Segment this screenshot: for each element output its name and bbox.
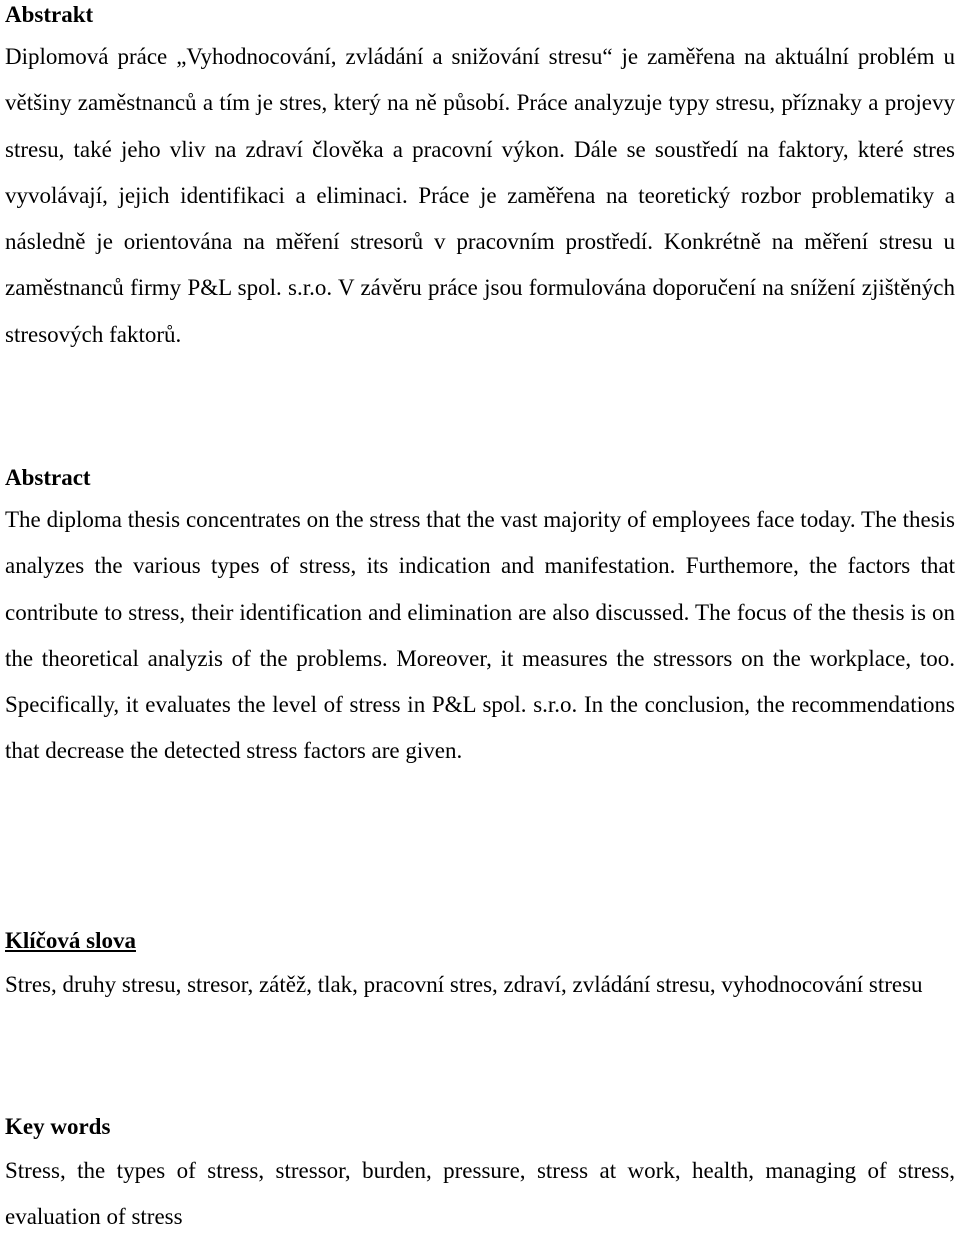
key-words-paragraph: Stress, the types of stress, stressor, burden, pressure, stress at work, health, managing of stress, evaluation of stress xyxy=(5,1158,955,1230)
klicova-slova-heading: Klíčová slova xyxy=(5,928,136,953)
abstract-paragraph: The diploma thesis concentrates on the stress that the vast majority of employees face today. The thesis analyzes the various types of stress, its indication and manifestation. Furthemore, the factors that contribute to stress, their identification and elimination are also discussed. The focus of the thesis is on the theoretical analyzis of the problems. Moreover, it measures the stressors on the workplace, too. Specifically, it evaluates the level of stress in P&L spol. s.r.o. In the conclusion, the recommendations that decrease the detected stress factors are given. xyxy=(5,507,955,764)
abstrakt-paragraph: Diplomová práce „Vyhodnocování, zvládání a snižování stresu“ je zaměřena na aktuální problém u většiny zaměstnanců a tím je stres, který na ně působí. Práce analyzuje typy stresu, příznaky a projevy stresu, také jeho vliv na zdraví člověka a pracovní výkon. Dále se soustředí na faktory, které stres vyvolávají, jejich identifikaci a eliminaci. Práce je zaměřena na teoretický rozbor problematiky a následně je orientována na měření stresorů v pracovním prostředí. Konkrétně na měření stresu u zaměstnanců firmy P&L spol. s.r.o. V závěru práce jsou formulována doporučení na snížení zjištěných stresových faktorů. xyxy=(5,44,955,347)
klicova-slova-paragraph: Stres, druhy stresu, stresor, zátěž, tlak, pracovní stres, zdraví, zvládání stresu, vyhodnocování stresu xyxy=(5,972,923,997)
abstrakt-heading: Abstrakt xyxy=(5,2,94,27)
abstract-heading: Abstract xyxy=(5,465,91,490)
key-words-heading: Key words xyxy=(5,1114,111,1139)
